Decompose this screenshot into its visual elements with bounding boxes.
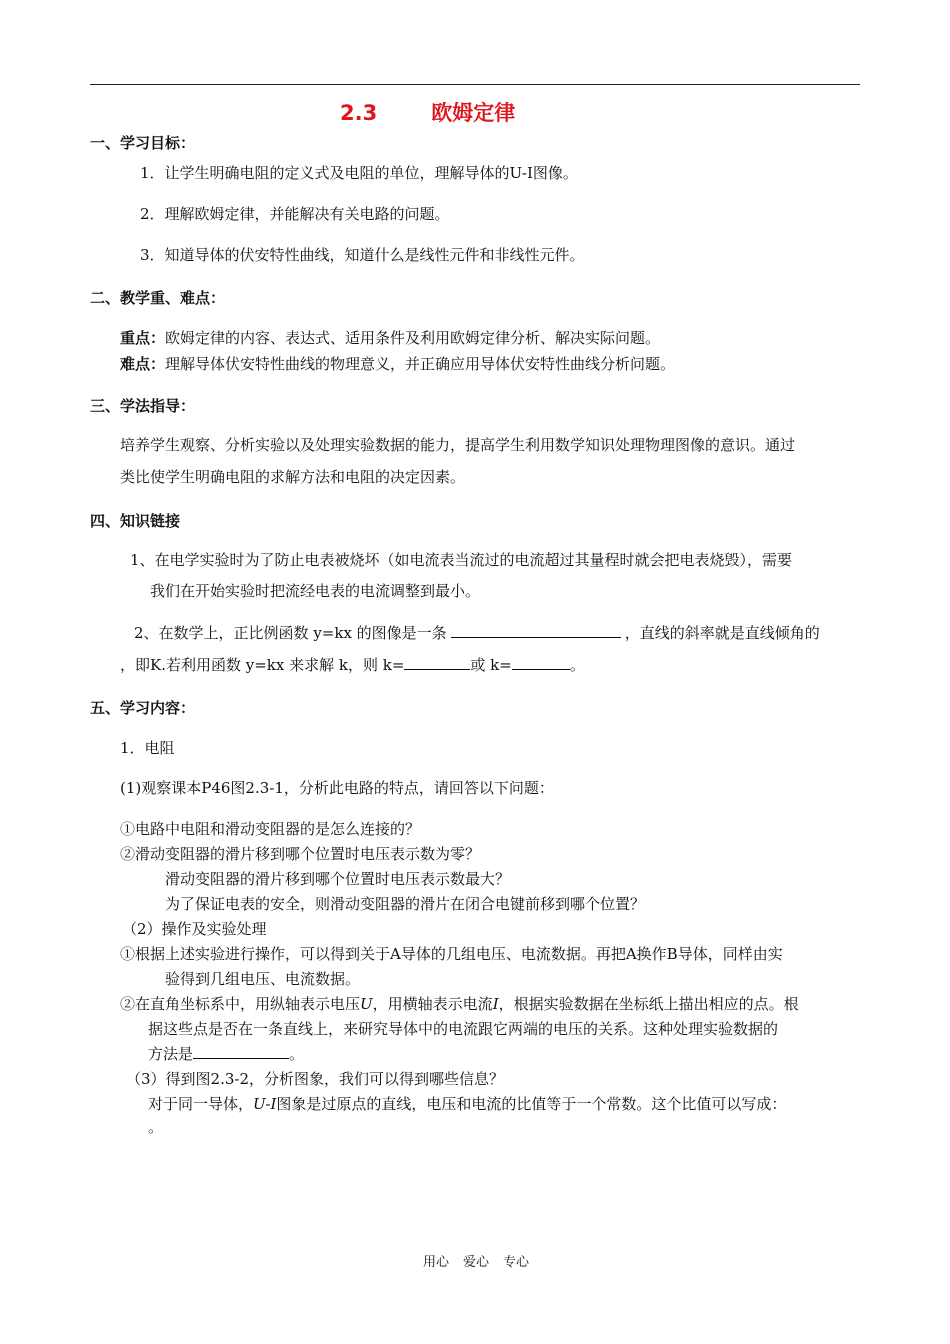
method-line: 类比使学生明确电阻的求解方法和电阻的决定因素。 bbox=[120, 468, 466, 486]
content-text: ，用横轴表示电流 bbox=[372, 995, 493, 1013]
link-line: 我们在开始实验时把流经电表的电流调整到最小。 bbox=[150, 582, 481, 600]
link-text: 或 k= bbox=[470, 656, 512, 674]
method-line: 培养学生观察、分析实验以及处理实验数据的能力，提高学生利用数学知识处理物理图像的意识。通过 bbox=[120, 436, 796, 454]
content-line: 据这些点是否在一条直线上，来研究导体中的电流跟它两端的电压的关系。这种处理实验数据的 bbox=[148, 1020, 779, 1038]
link-text: ，直线的斜率就是直线倾角的 bbox=[624, 624, 820, 642]
content-line bbox=[120, 993, 799, 1014]
goal-item: 3．知道导体的伏安特性曲线，知道什么是线性元件和非线性元件。 bbox=[140, 246, 585, 264]
answer-blank[interactable] bbox=[512, 655, 570, 670]
key-text: 欧姆定律的内容、表达式、适用条件及利用欧姆定律分析、解决实际问题。 bbox=[165, 329, 661, 347]
content-line: 1．电阻 bbox=[120, 739, 175, 757]
link-line bbox=[134, 622, 820, 643]
link-text: 2、在数学上，正比例函数 y=kx 的图像是一条 bbox=[134, 624, 447, 642]
difficult-text: 理解导体伏安特性曲线的物理意义，并正确应用导体伏安特性曲线分析问题。 bbox=[165, 355, 676, 373]
content-line: ①根据上述实验进行操作，可以得到关于A导体的几组电压、电流数据。再把A换作B导体，同样由实 bbox=[120, 945, 783, 963]
content-text: U bbox=[360, 995, 373, 1013]
content-line: 为了保证电表的安全，则滑动变阻器的滑片在闭合电键前移到哪个位置？ bbox=[165, 895, 646, 913]
section-heading-keypoints: 二、教学重、难点： bbox=[90, 289, 226, 307]
content-line bbox=[148, 1093, 786, 1114]
answer-blank[interactable] bbox=[451, 623, 621, 638]
link-text: ，即K.若利用函数 y=kx 来求解 k，则 k= bbox=[120, 656, 405, 674]
content-line: ①电路中电阻和滑动变阻器的是怎么连接的？ bbox=[120, 820, 421, 838]
content-text: ，根据实验数据在坐标纸上描出相应的点。根 bbox=[498, 995, 799, 1013]
key-point bbox=[120, 327, 660, 348]
header-rule bbox=[90, 84, 860, 85]
difficult-label: 难点： bbox=[120, 355, 166, 373]
content-text: 方法是 bbox=[148, 1045, 194, 1063]
key-label: 重点： bbox=[120, 329, 166, 347]
answer-blank[interactable] bbox=[404, 655, 470, 670]
link-line: 1、在电学实验时为了防止电表被烧坏（如电流表当流过的电流超过其量程时就会把电表烧毁），需要 bbox=[130, 551, 793, 569]
section-heading-content: 五、学习内容： bbox=[90, 699, 196, 717]
page-footer bbox=[423, 1251, 529, 1270]
title-number: 2.3 bbox=[340, 101, 378, 125]
answer-blank[interactable] bbox=[193, 1044, 289, 1059]
content-text: 对于同一导体， bbox=[148, 1095, 254, 1113]
section-heading-links: 四、知识链接 bbox=[90, 512, 181, 530]
content-text: ②在直角坐标系中，用纵轴表示电压 bbox=[120, 995, 361, 1013]
footer-text: 爱心 bbox=[463, 1255, 490, 1270]
section-heading-goals: 一、学习目标： bbox=[90, 134, 196, 152]
content-text: I bbox=[492, 995, 499, 1013]
content-line: （3）得到图2.3-2，分析图象，我们可以得到哪些信息？ bbox=[126, 1070, 505, 1088]
content-line: 滑动变阻器的滑片移到哪个位置时电压表示数最大？ bbox=[165, 870, 511, 888]
content-line: 验得到几组电压、电流数据。 bbox=[165, 970, 361, 988]
difficult-point bbox=[120, 353, 675, 374]
link-line bbox=[120, 654, 585, 675]
content-text: 。 bbox=[289, 1045, 305, 1063]
link-text: 。 bbox=[569, 656, 585, 674]
page-title bbox=[340, 97, 515, 127]
footer-text: 专心 bbox=[503, 1255, 530, 1270]
section-heading-method: 三、学法指导： bbox=[90, 397, 196, 415]
content-text: 图象是过原点的直线，电压和电流的比值等于一个常数。这个比值可以写成： bbox=[276, 1095, 787, 1113]
content-line: (1)观察课本P46图2.3-1，分析此电路的特点，请回答以下问题： bbox=[120, 779, 554, 797]
goal-item: 2．理解欧姆定律，并能解决有关电路的问题。 bbox=[140, 205, 450, 223]
content-line bbox=[148, 1043, 304, 1064]
title-name: 欧姆定律 bbox=[431, 101, 516, 125]
content-text: U-I bbox=[253, 1095, 277, 1113]
content-line: 。 bbox=[148, 1118, 164, 1136]
footer-text: 用心 bbox=[423, 1255, 450, 1270]
goal-item: 1．让学生明确电阻的定义式及电阻的单位，理解导体的U-I图像。 bbox=[140, 164, 578, 182]
content-line: ②滑动变阻器的滑片移到哪个位置时电压表示数为零？ bbox=[120, 845, 481, 863]
content-line: （2）操作及实验处理 bbox=[122, 920, 267, 938]
